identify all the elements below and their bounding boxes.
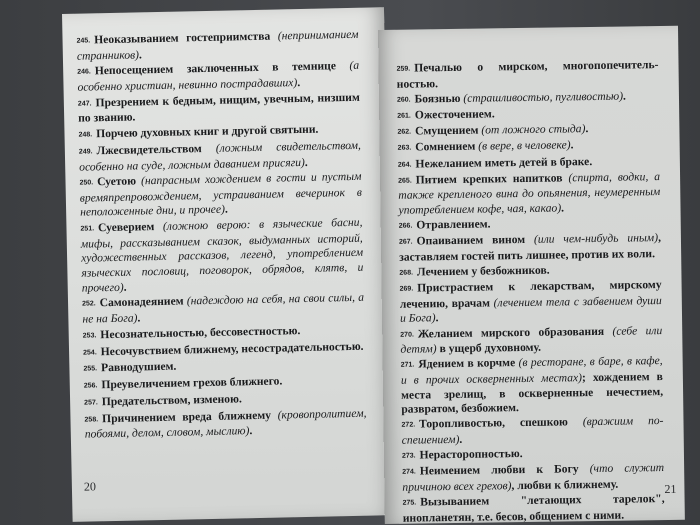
list-item: 247. Презрением к бедным, нищим, увечным, низшим по званию. — [77, 90, 360, 126]
list-item: 269. Пристрастием к лекарствам, мирскому лечению, врачам (лечением тела с забвением души и Бога). — [399, 278, 662, 326]
list-item: 274. Неимением любви к Богу (что служит причиною всех грехов), любви к ближнему. — [402, 461, 665, 494]
list-item: 262. Смущением (от ложного стыда). — [397, 122, 589, 138]
right-page — [378, 26, 685, 524]
list-item: 248. Порчею духовных книг и другой святыни. — [78, 122, 319, 141]
list-item: 275. Вызыванием "летающих тарелок", инопланетян, т.е. бесов, общением с ними. — [402, 492, 665, 524]
list-item: 256. Преувеличением грехов ближнего. — [83, 374, 283, 392]
right-page-text — [396, 58, 664, 524]
list-item: 264. Нежеланием иметь детей в браке. — [397, 154, 593, 171]
list-item: 259. Печалью о мирском, многопопечительностью. — [396, 58, 659, 91]
list-item: 249. Лжесвидетельством (ложным свидетельством, особенно на суде, ложным даванием присяги). — [78, 138, 361, 174]
list-item: 260. Боязнью (страшливостью, пугливостью). — [396, 89, 627, 106]
list-item: 272. Торопливостью, спешкою (вражиим поспешением). — [401, 414, 664, 447]
list-item: 265. Питием крепких напитков (спирта, водки, а также крепленого вина до опьянения, неумеренным употреблением кофе, чая, какао). — [398, 169, 661, 217]
page-number: 21 — [664, 481, 677, 497]
list-item: 245. Неоказыванием гостеприимства (неприниманием странников). — [76, 27, 359, 63]
list-item: 257. Предательством, изменою. — [84, 392, 242, 409]
list-item: 270. Желанием мирского образования (себе или детям) в ущерб духовному. — [400, 323, 663, 356]
list-item: 252. Самонадеянием (надеждою на себя, на свои силы, а не на Бога). — [82, 291, 365, 326]
list-item: 258. Причинением вреда ближнему (кровопролитием, побоями, делом, словом, мыслию). — [84, 406, 367, 441]
list-item: 261. Ожесточением. — [397, 107, 495, 122]
list-item: 250. Суетою (напрасным хождением в гости и пустым времяпрепровождением, устраиванием вечеринок в неположенные дни, и прочее). — [79, 170, 362, 220]
list-item: 253. Несознательностью, бессовестностью. — [82, 323, 301, 342]
list-item: 268. Лечением у безбожников. — [399, 263, 550, 279]
list-item: 266. Отравлением. — [398, 217, 491, 232]
list-item: 263. Сомнением (в вере, в человеке). — [397, 138, 574, 154]
list-item: 267. Опаиванием вином (или чем-нибудь иным), заставляем гостей пить лишнее, против их воли. — [398, 231, 662, 264]
list-item: 271. Ядением в корчме (в ресторане, в баре, в кафе, и в прочих оскверненных местах); хождением в места зрелищ, в оскверненные нечестием, развратом, безбожием. — [400, 354, 664, 416]
left-page — [62, 7, 395, 522]
list-item: 251. Суеверием (ложною верою: в языческие басни, мифы, рассказыванием сказок, выдуманных историй, художественных рассказов, легенд, употреблением языческих пословиц, поговорок, обрядов, клятв, и прочего). — [80, 216, 364, 295]
list-item: 273. Нерасторопностью. — [401, 447, 523, 462]
list-item: 255. Равнодушием. — [83, 360, 177, 375]
list-item: 246. Непосещением заключенных в темнице (а особенно христиан, невинно пострадавших). — [77, 59, 360, 94]
page-number: 20 — [83, 479, 97, 494]
list-item: 254. Несочувствием ближнему, несострадательностью. — [83, 339, 364, 358]
left-page-text — [76, 28, 367, 444]
